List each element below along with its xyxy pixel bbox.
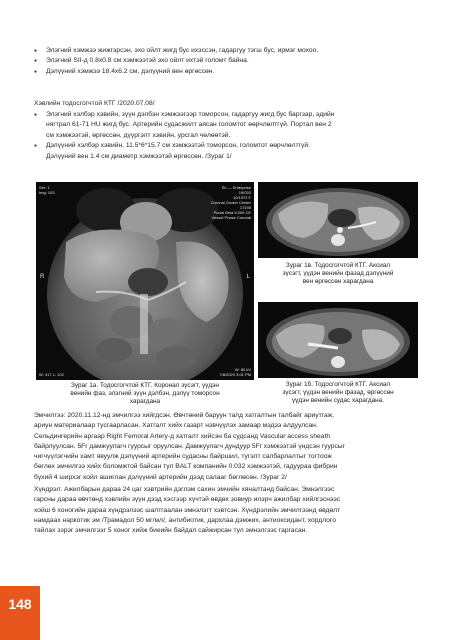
ct-heading: Хэвлийн тодосгогчтой КТГ /2020.07.08/ bbox=[34, 100, 155, 107]
paragraph-line: бөглөх эмчилгээ хийх боломжтой байсан тул BALT компанийн 0.032 хэмжээтэй, гадуураа фибрин bbox=[34, 463, 338, 471]
caption-figure-1a bbox=[36, 382, 254, 407]
bullet-item: ● Элэгний SII-д 0.8х0.8 см хэмжээтэй эхо ойлт ихтэй голомт байна. bbox=[34, 56, 426, 66]
caption-line: зүсэгт, үүдэн венийн фазад дэлүүний bbox=[282, 270, 394, 278]
coronal-overlay-bottom-left bbox=[39, 372, 64, 377]
page-number: 148 bbox=[8, 596, 32, 612]
paragraph-line: гарсны дараа өвчтөнд хэвлийн зүүн дээд хэсгээр хүчтэй өвдөх зовиур илэрч ажилбар хийлгэснээс bbox=[34, 496, 341, 504]
overlay-text: 10/1972 F bbox=[232, 195, 251, 200]
bullet-line: ● Элэгний хэлбэр хэвийн, зүүн дэлбэн хэмжээгээр томорсон, гадаргуу жигд бус баргзар, эдийн bbox=[46, 111, 335, 118]
caption-line: харагдана bbox=[129, 398, 161, 406]
caption-line: Зураг 1б. Тодосгогчтой КТГ. Аксиал bbox=[285, 381, 391, 388]
overlay-text: Coronal Gooler Center bbox=[210, 200, 251, 205]
axial-ct-image-top bbox=[258, 182, 418, 258]
bullet-line: Дэлүүний вен 1.4 см диаметр хэмжээтэй өргөссөн. /Зураг 1/ bbox=[46, 152, 232, 160]
bullet-item bbox=[34, 110, 426, 141]
paragraph-line: хойш 6 хоногийн дараа хүндрэлээс шалтгаалан эмнэлэгт хэвтсэн. Хүндрэлийн эмчилгээнд өвдөлт bbox=[34, 506, 341, 514]
paragraph-line: чигчүүлэгчийн хамт явуулж дэлүүний артерийн судасны байршил, тугэлт салбарлалтыг тогтоож bbox=[34, 453, 332, 461]
paragraph-line: намдаах наркотик эм /Трамадол 50 мг/мл/, антибиотик, дархлаа дэмжих, антиоксидант, хордлого bbox=[34, 516, 336, 524]
coronal-ct-image bbox=[36, 182, 254, 380]
caption-line: Зураг 1а. Тодосгогчтой КТГ. Коронал зүсэгт, үүдэн bbox=[71, 382, 219, 389]
coronal-overlay-top-left bbox=[39, 185, 55, 195]
bullet-line: нягтрал 61-71 HU жигд бус. Артерийн судасжилт аясан голомтот өөрчлөлтгүй. Портал вен 2 bbox=[46, 121, 332, 129]
paragraph-treatment bbox=[34, 411, 428, 483]
paragraph-line: тайлах зэрэг эмчилгээг 5 хоног хийж биеийн байдал сайжирсан тул эмнэлгээс гаргасан. bbox=[34, 527, 308, 535]
caption-line: венийн фаз, элэгний зүүн дэлбэн, дэлүү томорсон bbox=[70, 390, 220, 398]
axial-ct-image-bottom bbox=[258, 302, 418, 378]
paragraph-line: ариун материалаар тусгаарласан. Хатгалт хийх газарт нэвчүүлэх замаар мэдээ алдуулсан. bbox=[34, 422, 318, 430]
caption-line: Зураг 1в. Тодосгогчтой КТГ. Аксиал bbox=[285, 262, 391, 269]
paragraph-line: Эмчилгээ: 2020.11.12-нд эмчилгээ хийгдсэн. Өвчтөний баруун талд хатгалтын талбайг ариутгаж, bbox=[34, 412, 335, 419]
overlay-text: Portal Bela 5.000 CE bbox=[213, 210, 251, 215]
axial-ct-graphic-top bbox=[258, 182, 418, 258]
caption-figure-1b bbox=[258, 381, 418, 406]
ct-bullet-list bbox=[34, 110, 426, 162]
bullet-line: ● Дэлүүний хэлбэр хэвийн, 11.5*6*15.7 см хэмжээтэй томорсон, голомтот өөрчлөлтгүй. bbox=[46, 142, 310, 150]
bullet-line: см хэмжээтэй, өргөссөн, дүүргэлт хэвийн, урсгал чөлөөтэй. bbox=[46, 131, 231, 139]
caption-figure-1v bbox=[258, 262, 418, 287]
coronal-overlay-bottom-right bbox=[219, 367, 251, 377]
caption-line: үүдэн венийн судас харагдана. bbox=[291, 397, 384, 405]
findings-ultrasound bbox=[34, 46, 426, 77]
coronal-side-letter-right: R bbox=[40, 274, 45, 280]
bullet-item bbox=[34, 141, 426, 162]
coronal-side-letter-left: L bbox=[246, 274, 250, 280]
overlay-text: Img: 103 bbox=[39, 190, 55, 195]
overlay-text: Sh — Enterprise bbox=[221, 185, 251, 190]
paragraph-line: Хүндрэл: Ажилбарын дараа 24 цаг хэвтрийн дэглэм сахин эмчийн хяналтанд байсан. Эмнэлгээс bbox=[34, 486, 335, 493]
paragraph-complication bbox=[34, 485, 428, 536]
overlay-text: 17195 bbox=[239, 205, 251, 210]
ultrasound-bullet-list bbox=[34, 46, 426, 77]
overlay-text: 7/8/2020 3:01 PM bbox=[219, 372, 251, 377]
paragraph-line: бүхий 4 ширхэг койл ашиглан дэлүүний артерийн дээд салааг бөглөсөн. /Зураг 2/ bbox=[34, 473, 287, 481]
caption-line: зүсэгт, үүдэн венийн фазад, өргөссөн bbox=[282, 389, 394, 397]
paragraph-line: Сельдингерийн аргаар Right Femoral Artery-д хатгалт хийсэн ба судсанд Vascular access sheath bbox=[34, 432, 331, 440]
paragraph-line: байрлуулсан. 5Fr дамжуулагч гуурсыг оруулсан. Дамжуулагч дундуур 5Fr хэмжээтэй үндсэн гуурсыг bbox=[34, 442, 346, 450]
bullet-item: ● Дэлүүний хэмжээ 18.4х6.2 см, дэлүүний вен өргөссөн. bbox=[34, 67, 426, 77]
overlay-text: Vessel Phase Coronal bbox=[211, 215, 251, 220]
overlay-text: W: 417 L: 102 bbox=[39, 372, 64, 377]
overlay-text: Ser: 1 bbox=[39, 185, 50, 190]
coronal-overlay-top-right bbox=[211, 185, 251, 220]
caption-line: вен өргөссөн харагдана bbox=[302, 278, 374, 286]
page-number-tab bbox=[0, 586, 40, 640]
bullet-item: ● Элэгний хэмжээ жижгэрсэн, эхо ойлт жигд бус ихэссэн, гадаргуу тэгш бус, ирмэг мохоо. bbox=[34, 46, 426, 56]
axial-ct-graphic-bottom bbox=[258, 302, 418, 378]
overlay-text: 19/033 bbox=[238, 190, 251, 195]
findings-ct bbox=[34, 110, 426, 162]
overlay-text: W: 80 kV bbox=[234, 367, 251, 372]
